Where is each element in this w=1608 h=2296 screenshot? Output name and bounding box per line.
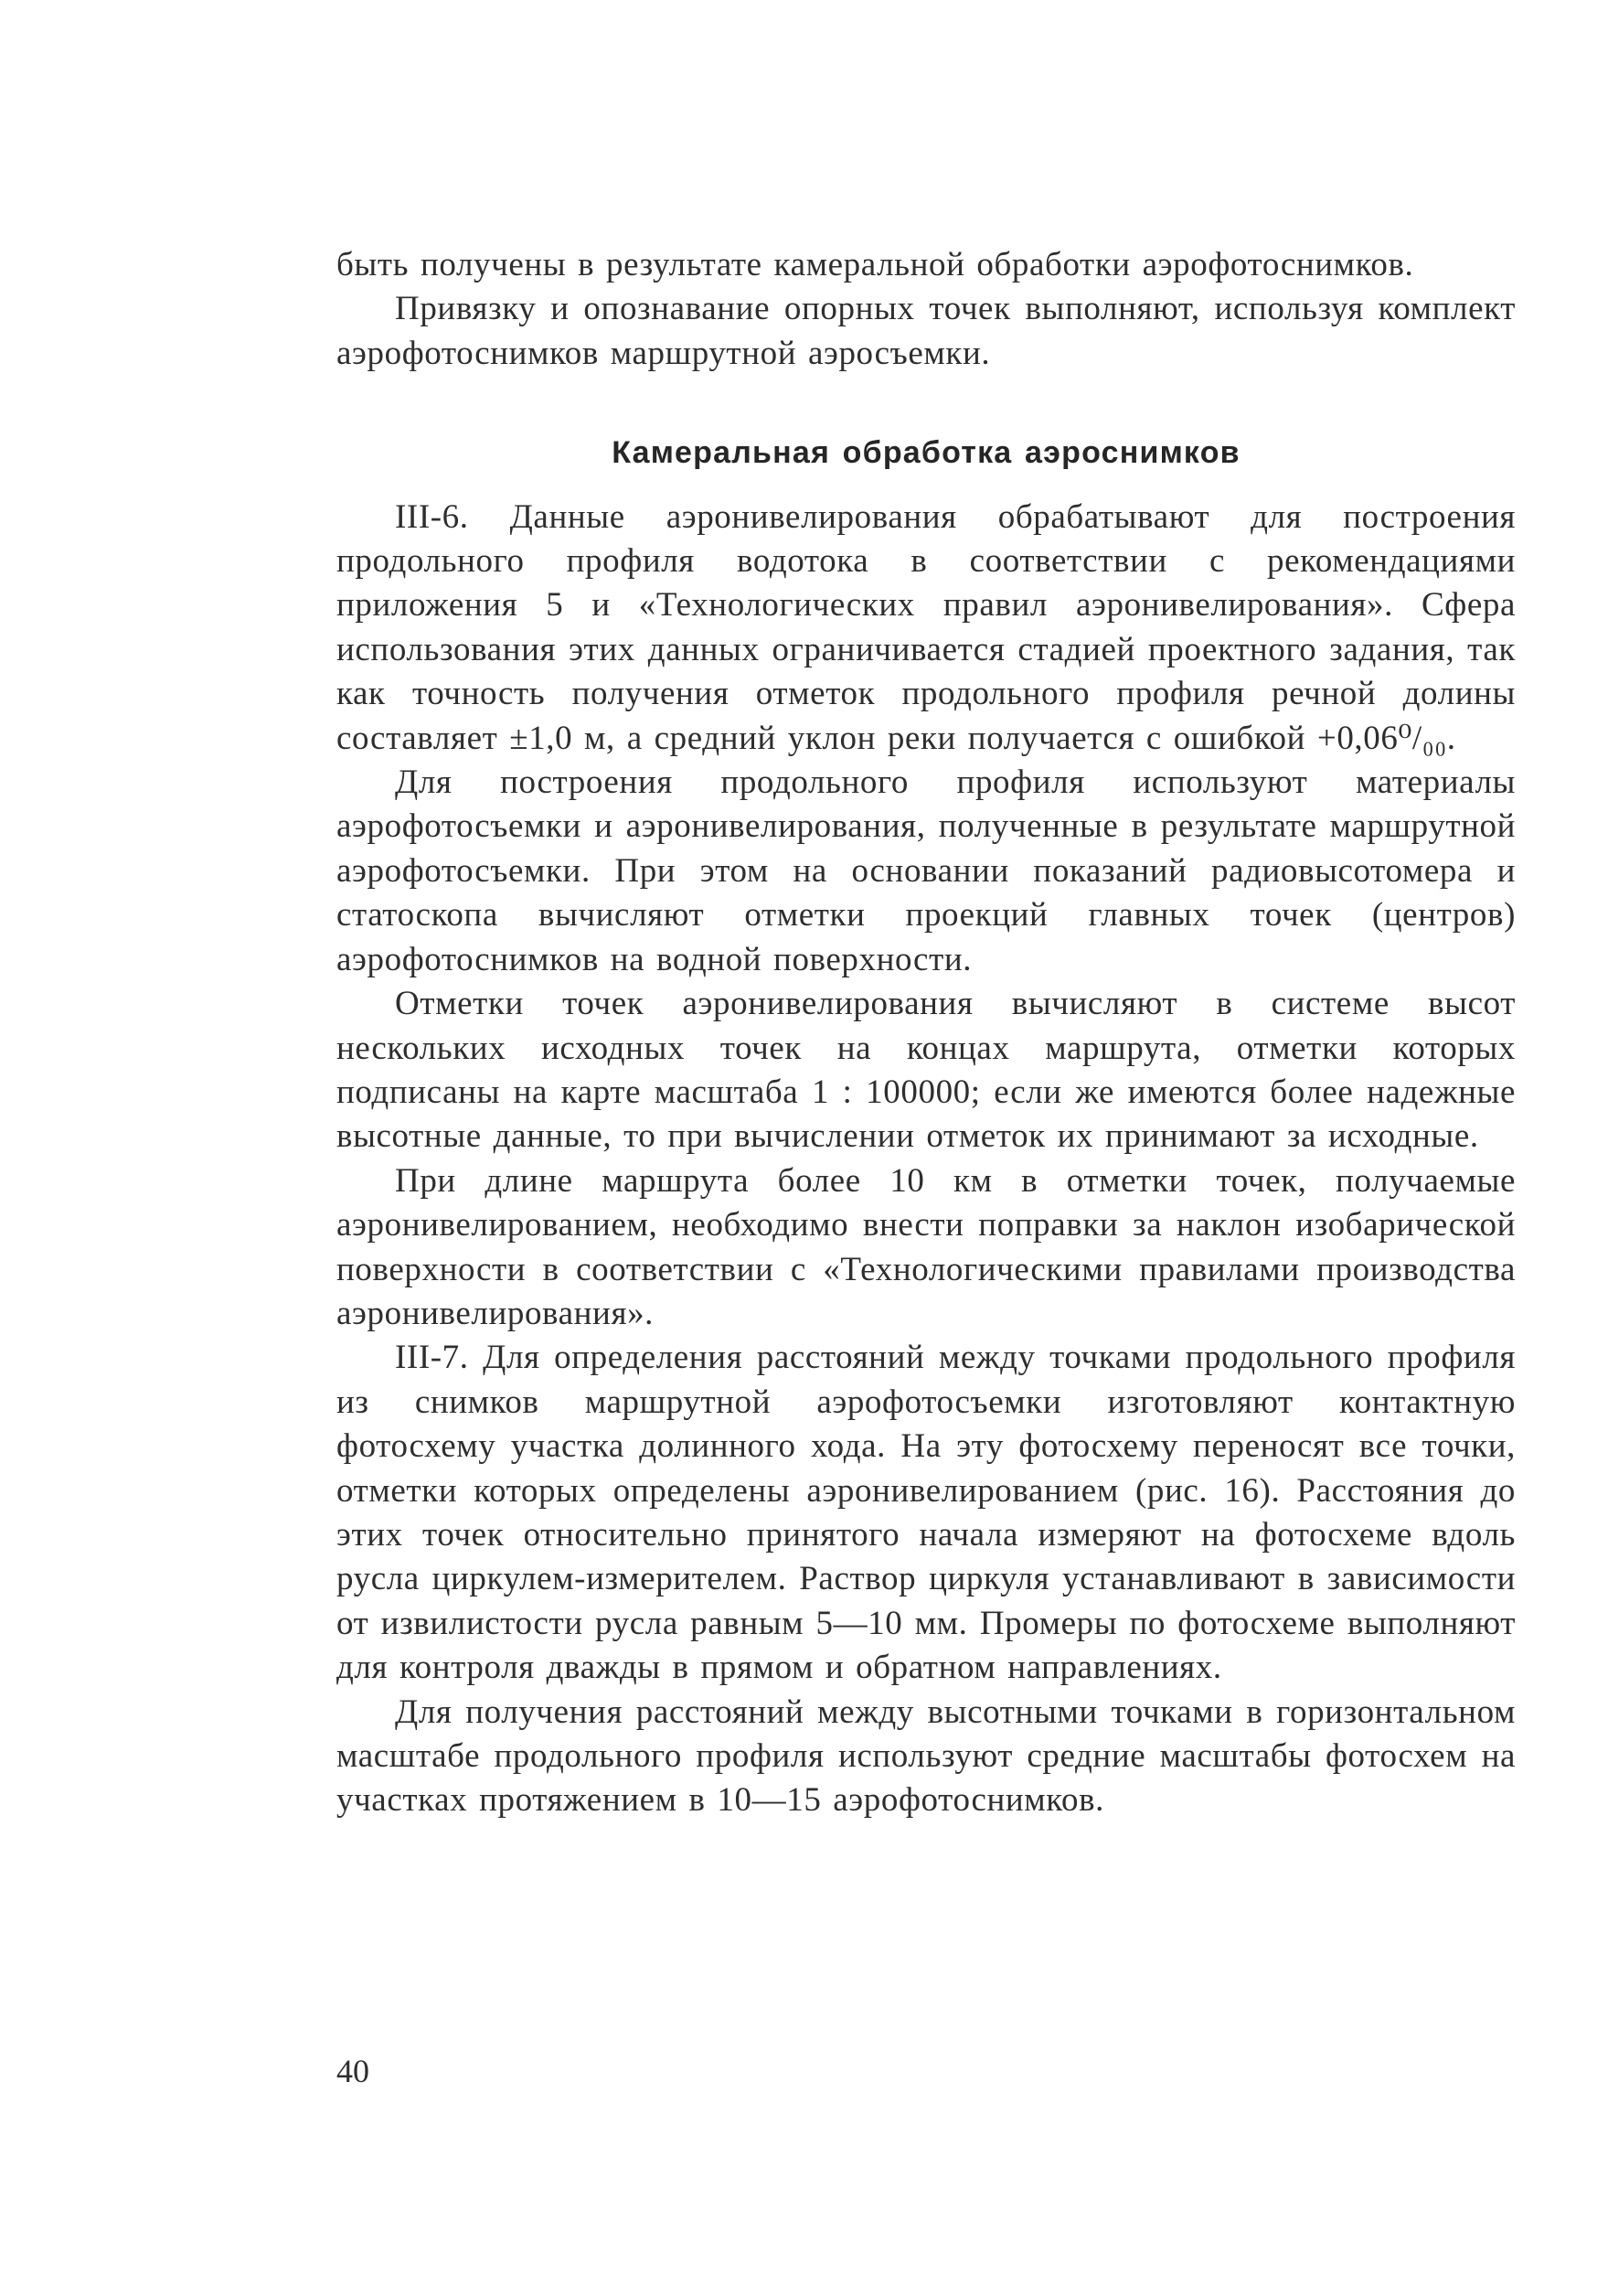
paragraph-continuation: быть получены в результате камеральной обработки аэрофотоснимков. xyxy=(336,246,1414,283)
paragraph-profile-construction: Для построения продольного профиля используют материалы аэрофотосъемки и аэронивелирования, полученные в результате маршрутной аэрофотосъемки. При этом на основании показаний радиовысотомера и статоскопа вычисляют отметки проекций главных точек (центров) аэрофотоснимков на водной поверхности. xyxy=(336,764,1516,978)
body-text xyxy=(336,243,1516,1823)
paragraph-reference-points: Привязку и опознавание опорных точек выполняют, используя комплект аэрофотоснимков маршрутной аэросъемки. xyxy=(336,290,1516,372)
paragraph-horizontal-scale: Для получения расстояний между высотными точками в горизонтальном масштабе продольного профиля используют средние масштабы фотосхем на участках протяжением в 10—15 аэрофотоснимков. xyxy=(336,1693,1516,1820)
paragraph-isobaric-correction: При длине маршрута более 10 км в отметки точек, получаемые аэронивелированием, необходимо внести поправки за наклон изобарической поверхности в соответствии с «Технологическими правилами производства аэронивелирования». xyxy=(336,1161,1516,1332)
paragraph-iii-6: III-6. Данные аэронивелирования обрабатывают для построения продольного профиля водотока в соответствии с рекомендациями приложения 5 и «Технологических правил аэронивелирования». Сфера использования этих данных ограничивается стадией проектного задания, так как точность получения отметок продольного профиля речной долины составляет ±1,0 м, а средний уклон реки получается с ошибкой +0,06⁰/₀₀. xyxy=(336,497,1516,757)
paragraph-iii-7: III-7. Для определения расстояний между точками продольного профиля из снимков маршрутной аэрофотосъемки изготовляют контактную фотосхему участка долинного хода. На эту фотосхему переносят все точки, отметки которых определены аэронивелированием (рис. 16). Расстояния до этих точек относительно принятого начала измеряют на фотосхеме вдоль русла циркулем-измерителем. Раствор циркуля устанавливают в зависимости от извилистости русла равным 5—10 мм. Промеры по фотосхеме выполняют для контроля дважды в прямом и обратном направлениях. xyxy=(336,1339,1516,1687)
paragraph-elevation-system: Отметки точек аэронивелирования вычисляют в системе высот нескольких исходных точек на концах маршрута, отметки которых подписаны на карте масштаба 1 : 100000; если же имеются более надежные высотные данные, то при вычислении отметок их принимают за исходные. xyxy=(336,985,1516,1156)
page-number: 40 xyxy=(336,2053,369,2089)
section-heading: Камеральная обработка аэроснимков xyxy=(612,435,1241,471)
